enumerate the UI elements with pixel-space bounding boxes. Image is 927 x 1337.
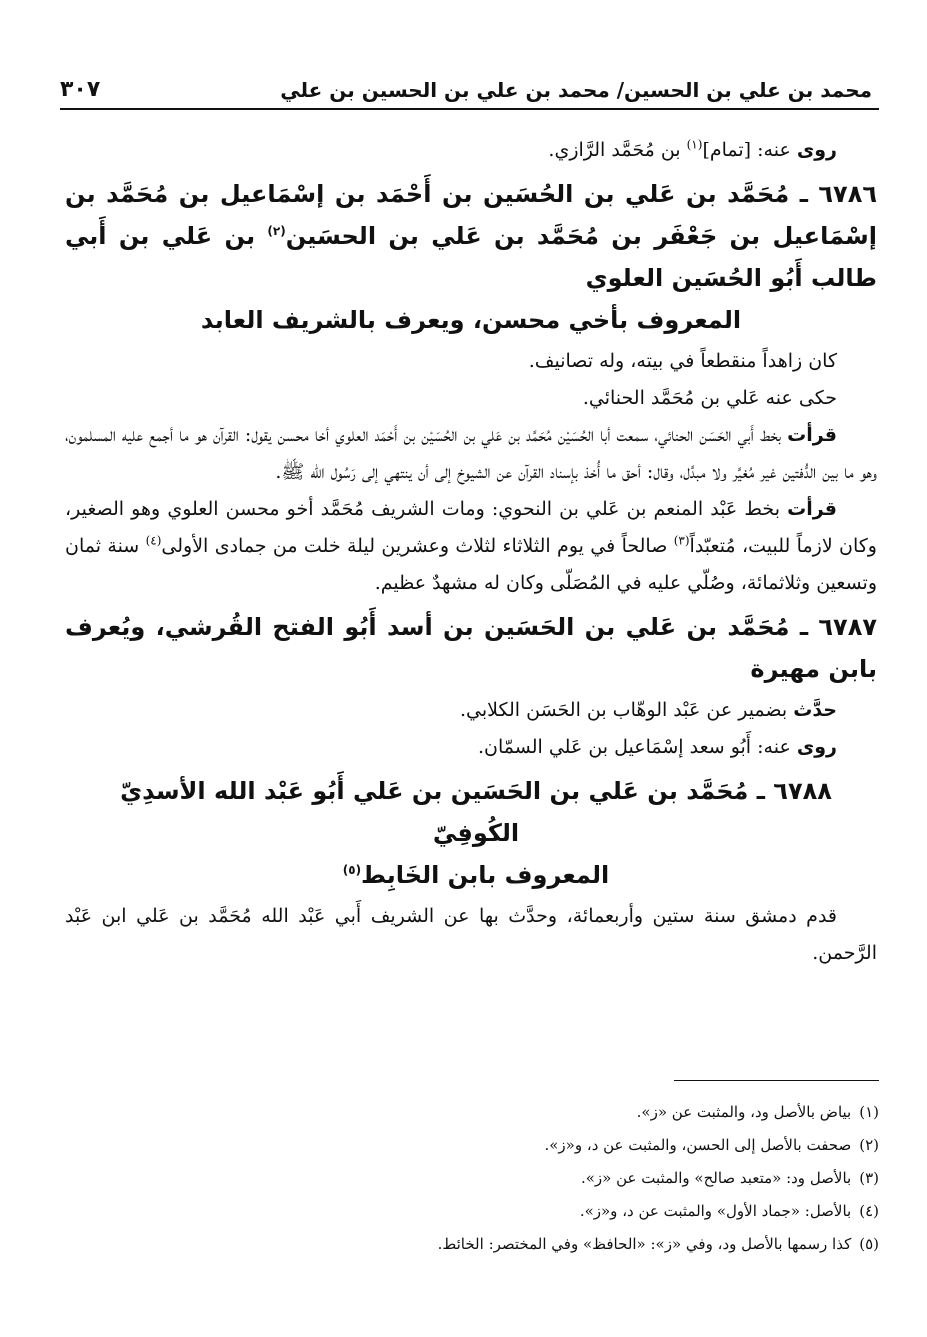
text-span: سنة ثمان وتسعين وثلاثمائة، وصُلّي عليه في المُصَلّى وكان له مشهدٌ عظيم.: [65, 535, 877, 594]
footnote-1: [60, 1096, 879, 1129]
footnote-ref-5[interactable]: (٥): [342, 863, 362, 877]
text-span: عنه: [تمام]: [702, 139, 797, 161]
entry-heading-text: ٦٧٨٨ ـ مُحَمَّد بن عَلي بن الحَسَين بن عَلي أَبُو عَبْد الله الأسدِيّ الكُوفِيّ: [120, 777, 832, 847]
text-span: عنه: أَبُو سعد إسْمَاعيل بن عَلي السمّان.: [478, 736, 797, 758]
running-head-title: محمد بن علي بن الحسين/ محمد بن علي بن الحسين بن علي: [280, 78, 872, 102]
text-span: بخط أَبي الحَسَن الحنائي، سمعت أبا الحُسَيْن مُحَمَّد بن عَلي بن الحُسَيْن بن أَحْمَد العلوي أخا محسن يقول: القرآن هو ما أجمع عليه المسلمون، وهو ما بين الدُّفتين غير مُغيَّر ولا مبدَّل، وقال: أحق ما أُخذ بإسناد القرآن عن الشيوخ إلى أن ينتهي إلى رَسُول الله ﷺ.: [65, 424, 877, 483]
page-number: ٣٠٧: [60, 77, 101, 102]
narration-paragraph: [65, 132, 877, 169]
footnote-text: كذا رسمها بالأصل ود، وفي «ز»: «الحافظ» وفي المختصر: الخائط.: [437, 1235, 852, 1253]
text-span: بن مُحَمَّد الرَّازي.: [548, 139, 687, 161]
footnote-4: [60, 1195, 879, 1228]
narration-paragraph: [65, 729, 877, 766]
footnote-number: (١): [859, 1103, 879, 1121]
narration-paragraph: حكى عنه عَلي بن مُحَمَّد الحنائي.: [582, 387, 837, 409]
footnote-3: [60, 1162, 879, 1195]
entry-heading-6788: [65, 770, 877, 896]
footnote-number: (٥): [859, 1235, 879, 1253]
footnote-ref-4[interactable]: (٤): [145, 533, 162, 548]
footnote-ref-3[interactable]: (٣): [673, 533, 690, 548]
footnote-number: (٣): [859, 1169, 879, 1187]
keyword-haddatha: حدَّث: [793, 699, 837, 721]
entry-heading-text: بن عَلي بن أَبي طالب أَبُو الحُسَين العلوي: [65, 222, 877, 292]
entry-heading-6786: [65, 173, 877, 341]
footnote-text: بالأصل ود: «متعبد صالح» والمثبت عن «ز».: [580, 1169, 852, 1187]
text-span: صالحاً في يوم الثلاثاء لثلاث وعشرين ليلة خلت من جمادى الأولى: [161, 535, 674, 557]
footnote-number: (٤): [859, 1202, 879, 1220]
footnote-5: [60, 1228, 879, 1261]
keyword-rawa: روى: [796, 736, 837, 758]
footnote-2: [60, 1129, 879, 1162]
footnotes: [60, 1096, 879, 1261]
keyword-qaraat: قرأت: [787, 424, 837, 446]
running-head: [60, 66, 872, 102]
reading-paragraph: [65, 417, 877, 491]
keyword-qaraat: قرأت: [787, 498, 837, 520]
narration-paragraph: [65, 692, 877, 729]
text-span: بخط عَبْد المنعم بن عَلي بن النحوي: ومات الشريف مُحَمَّد أخو محسن العلوي وهو الصغير، وكان لازماً للبيت، مُتعبّداً: [65, 498, 877, 557]
header-rule: [60, 108, 879, 110]
entry-heading-text: المعروف بأخي محسن، ويعرف بالشريف العابد: [200, 306, 742, 334]
footnote-text: بالأصل: «جماد الأول» والمثبت عن د، و«ز».: [579, 1202, 852, 1220]
footnote-ref-1[interactable]: (١): [686, 137, 703, 152]
main-text: [65, 132, 877, 972]
entry-heading-6787: ٦٧٨٧ ـ مُحَمَّد بن عَلي بن الحَسَين بن أسد أَبُو الفتح القُرشي، ويُعرف بابن مهيرة: [65, 613, 877, 683]
footnote-ref-2[interactable]: (٢): [267, 224, 286, 238]
footnote-text: صحفت بالأصل إلى الحسن، والمثبت عن د، و«ز».: [544, 1136, 852, 1154]
entry-heading-text: المعروف بابن الخَابِط: [361, 861, 610, 889]
text-span: بضمير عن عَبْد الوهّاب بن الحَسَن الكلابي.: [460, 699, 794, 721]
entry-heading-text: ٦٧٨٦ ـ مُحَمَّد بن عَلي بن الحُسَين بن أَحْمَد بن إسْمَاعيل بن مُحَمَّد بن إسْمَاعيل بن جَعْفَر بن مُحَمَّد بن عَلي بن الحسَين: [65, 180, 877, 250]
footnote-text: بياض بالأصل ود، والمثبت عن «ز».: [636, 1103, 852, 1121]
biography-paragraph: كان زاهداً منقطعاً في بيته، وله تصانيف.: [528, 350, 837, 372]
reading-paragraph: [65, 491, 877, 602]
footnote-number: (٢): [859, 1136, 879, 1154]
footnote-rule: [674, 1080, 879, 1081]
keyword-rawa: روى: [796, 139, 837, 161]
biography-paragraph: قدم دمشق سنة ستين وأربعمائة، وحدَّث بها عن الشريف أَبي عَبْد الله مُحَمَّد بن عَلي ابن عَبْد الرَّحمن.: [65, 905, 877, 964]
